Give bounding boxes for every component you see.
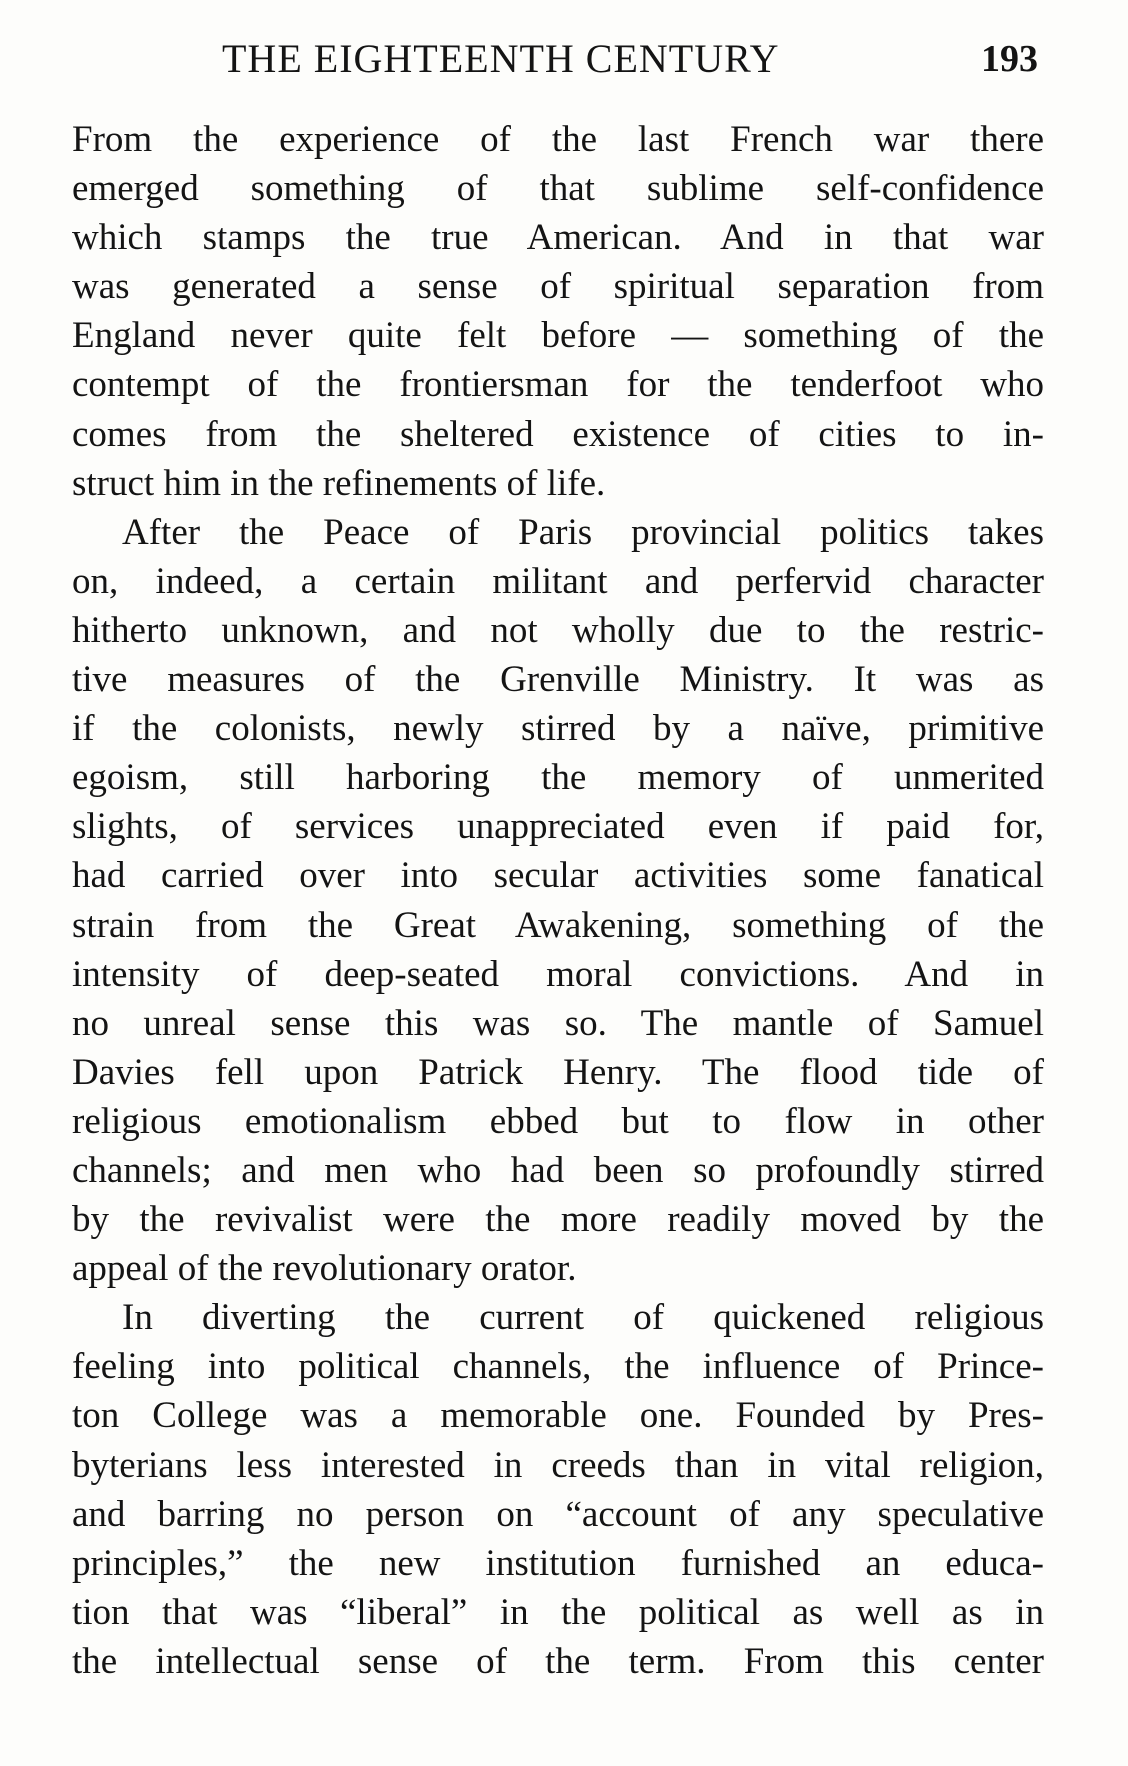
text-line: contempt of the frontiersman for the tenderfoot who [72,364,1044,406]
text-line: hitherto unknown, and not wholly due to the restric- [72,609,1044,651]
paragraph [72,508,1044,1294]
text-line: In diverting the current of quickened religious [122,1297,1044,1339]
body-text [72,115,1044,1686]
text-line: if the colonists, newly stirred by a naïve, primitive [72,708,1044,750]
text-line: From the experience of the last French war there [72,119,1044,160]
running-title: THE EIGHTEENTH CENTURY [222,36,780,81]
text-line: intensity of deep-seated moral convictions. And in [72,953,1044,995]
text-line: struct him in the refinements of life. [72,462,606,504]
text-line: principles,” the new institution furnished an educa- [72,1542,1044,1584]
text-line: channels; and men who had been so profoundly stirred [72,1149,1044,1191]
text-line: no unreal sense this was so. The mantle of Samuel [72,1002,1044,1044]
text-line: religious emotionalism ebbed but to flow in other [72,1100,1044,1142]
text-line: by the revivalist were the more readily moved by the [72,1199,1044,1241]
text-line: comes from the sheltered existence of cities to in- [72,413,1044,455]
paragraph [72,1293,1044,1686]
text-line: egoism, still harboring the memory of unmerited [72,757,1044,799]
page-number: 193 [981,38,1038,80]
text-line: the intellectual sense of the term. From this center [72,1640,1044,1682]
text-line: which stamps the true American. And in that war [72,217,1044,259]
text-line: was generated a sense of spiritual separation from [72,266,1044,308]
text-line: tion that was “liberal” in the political as well as in [72,1591,1044,1633]
text-line: emerged something of that sublime self-confidence [72,168,1044,210]
text-line: ton College was a memorable one. Founded by Pres- [72,1395,1044,1437]
text-line: After the Peace of Paris provincial politics takes [122,511,1044,553]
text-line: strain from the Great Awakening, something of the [72,904,1044,946]
paragraph [72,115,1044,508]
text-line: had carried over into secular activities some fanatical [72,855,1044,897]
running-head [78,34,1048,84]
text-line: Davies fell upon Patrick Henry. The flood tide of [72,1051,1044,1093]
text-line: on, indeed, a certain militant and perfervid character [72,560,1044,602]
text-line: tive measures of the Grenville Ministry. It was as [72,659,1044,701]
text-line: England never quite felt before — something of the [72,315,1044,357]
text-line: byterians less interested in creeds than in vital religion, [72,1444,1044,1486]
text-line: and barring no person on “account of any speculative [72,1493,1044,1535]
text-line: appeal of the revolutionary orator. [72,1248,577,1290]
text-line: feeling into political channels, the influence of Prince- [72,1346,1044,1388]
text-line: slights, of services unappreciated even if paid for, [72,806,1044,848]
